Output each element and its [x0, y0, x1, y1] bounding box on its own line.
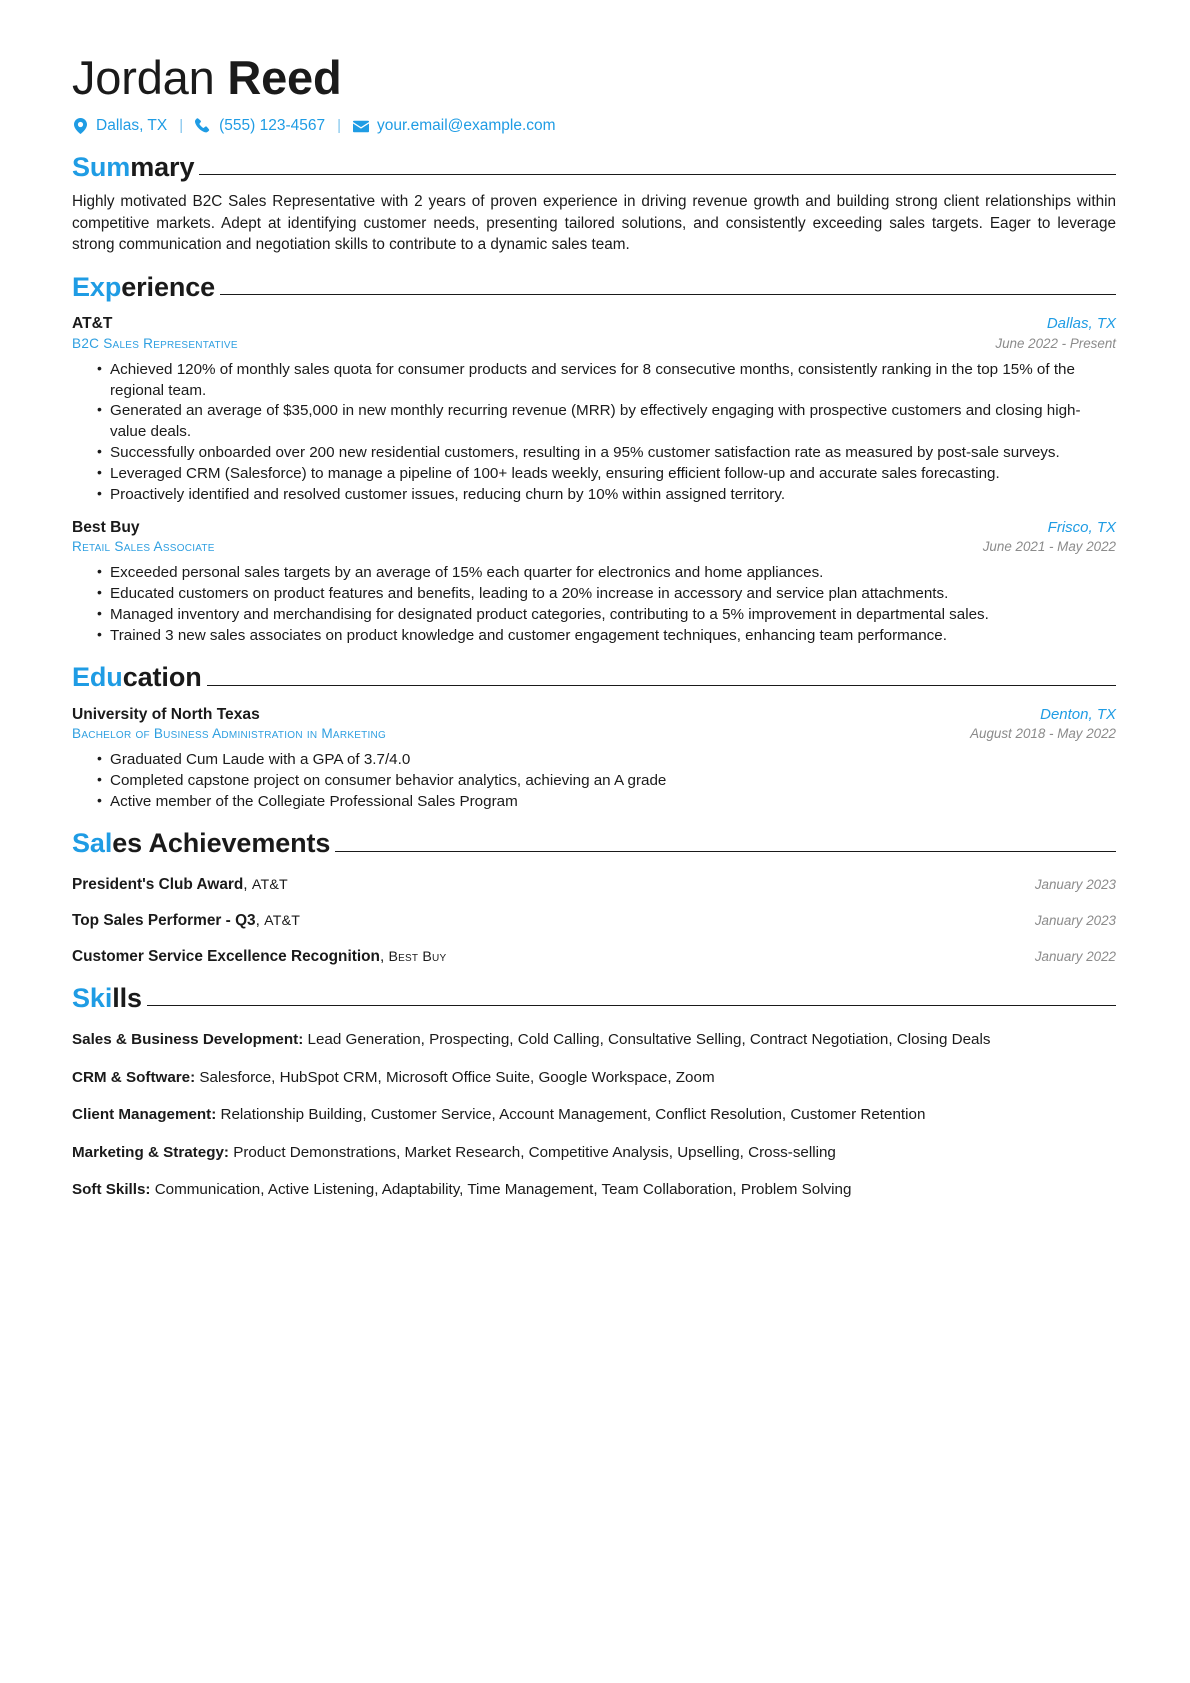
- section-title-accent: Sal: [72, 828, 113, 859]
- skill-values: Relationship Building, Customer Service, Account Management, Conflict Resolution, Customer Retention: [216, 1106, 926, 1124]
- skill-category: Marketing & Strategy:: [72, 1143, 229, 1161]
- entry-dates: June 2022 - Present: [995, 336, 1116, 352]
- section-title-achievements: [72, 828, 330, 858]
- section-title-skills: [72, 983, 142, 1013]
- candidate-name: [72, 48, 1116, 108]
- summary-text: Highly motivated B2C Sales Representative with 2 years of proven experience in driving revenue growth and building strong client relationships within competitive markets. Adept at identifying customer needs, presenting tailored solutions, and consistently exceeding sales targets. Eager to leverage strong communication and negotiation skills to contribute to a dynamic sales team.: [72, 192, 1116, 254]
- skill-group: [72, 1143, 1116, 1164]
- education-entry: [72, 705, 1116, 813]
- achievement-left: [72, 947, 446, 967]
- section-title-rest: erience: [121, 272, 216, 303]
- section-header-education: [72, 662, 1116, 692]
- list-item: • Successfully onboarded over 200 new residential customers, resulting in a 95% customer satisfaction rate as measured by post-sale surveys.: [72, 443, 1116, 464]
- section-rule: [220, 294, 1116, 295]
- map-pin-icon: [72, 118, 88, 134]
- list-item: • Generated an average of $35,000 in new monthly recurring revenue (MRR) by effectively engaging with prospective customers and closing high-value deals.: [72, 401, 1116, 443]
- entry-org-row: [72, 705, 1116, 725]
- entry-role-row: [72, 335, 1116, 353]
- entry-role-row: [72, 538, 1116, 556]
- skill-category: CRM & Software:: [72, 1068, 196, 1086]
- phone-icon: [195, 118, 211, 134]
- entry-organization: AT&T: [72, 315, 113, 333]
- achievement-title: Customer Service Excellence Recognition: [72, 947, 380, 965]
- skill-category: Soft Skills:: [72, 1181, 151, 1199]
- section-summary: [72, 152, 1116, 256]
- first-name: Jordan: [72, 51, 228, 104]
- contact-phone[interactable]: [195, 117, 325, 136]
- resume-header: [72, 48, 1116, 136]
- section-rule: [199, 174, 1116, 175]
- achievement-separator: ,: [243, 875, 252, 893]
- entry-org-row: [72, 314, 1116, 334]
- achievement-date: January 2022: [1034, 948, 1116, 964]
- section-header-summary: [72, 152, 1116, 182]
- achievement-date: January 2023: [1034, 876, 1116, 892]
- experience-entry: [72, 314, 1116, 505]
- entry-organization: University of North Texas: [72, 705, 260, 723]
- section-title-rest: es Achievements: [112, 828, 331, 859]
- section-rule: [335, 851, 1116, 852]
- list-item: • Proactively identified and resolved customer issues, reducing churn by 10% within assigned territory.: [72, 485, 1116, 506]
- achievement-row: [72, 947, 1116, 967]
- section-title-rest: mary: [130, 151, 195, 182]
- achievement-separator: ,: [379, 947, 389, 965]
- section-experience: [72, 272, 1116, 646]
- entry-location: Frisco, TX: [1047, 518, 1116, 536]
- skill-category: Sales & Business Development:: [72, 1030, 304, 1048]
- entry-role: B2C Sales Representative: [72, 336, 238, 352]
- section-title-accent: Edu: [72, 662, 123, 693]
- entry-location: Denton, TX: [1040, 705, 1116, 723]
- list-item: • Leveraged CRM (Salesforce) to manage a pipeline of 100+ leads weekly, ensuring efficient follow-up and accurate sales forecasting.: [72, 464, 1116, 485]
- list-item: • Managed inventory and merchandising for designated product categories, contributing to a 5% improvement in departmental sales.: [72, 605, 1116, 626]
- section-title-accent: Exp: [72, 272, 122, 303]
- skill-group: [72, 1105, 1116, 1126]
- section-header-skills: [72, 983, 1116, 1013]
- envelope-icon: [353, 118, 369, 134]
- achievement-left: [72, 875, 288, 895]
- achievement-organization: AT&T: [251, 876, 288, 893]
- achievement-organization: Best Buy: [388, 948, 447, 965]
- contact-email[interactable]: [353, 117, 556, 136]
- last-name: Reed: [227, 51, 342, 104]
- entry-org-row: [72, 518, 1116, 538]
- entry-organization: Best Buy: [72, 518, 140, 536]
- list-item: • Achieved 120% of monthly sales quota for consumer products and services for 8 consecutive months, consistently ranking in the top 15% of the regional team.: [72, 360, 1116, 402]
- skill-values: Salesforce, HubSpot CRM, Microsoft Office Suite, Google Workspace, Zoom: [195, 1068, 715, 1086]
- section-title-accent: Ski: [72, 982, 113, 1013]
- achievement-left: [72, 911, 300, 931]
- section-rule: [147, 1005, 1116, 1006]
- entry-location: Dallas, TX: [1046, 315, 1116, 333]
- skill-values: Communication, Active Listening, Adaptability, Time Management, Team Collaboration, Problem Solving: [150, 1181, 852, 1199]
- section-education: [72, 662, 1116, 812]
- contact-location[interactable]: [72, 117, 167, 136]
- entry-role: Retail Sales Associate: [72, 539, 215, 555]
- list-item: • Educated customers on product features and benefits, leading to a 20% increase in accessory and service plan attachments.: [72, 584, 1116, 605]
- achievement-title: President's Club Award: [72, 875, 244, 893]
- section-title-accent: Sum: [72, 151, 131, 182]
- entry-bullets: [72, 563, 1116, 646]
- achievement-row: [72, 875, 1116, 895]
- section-header-achievements: [72, 828, 1116, 858]
- section-header-experience: [72, 272, 1116, 302]
- section-title-education: [72, 662, 202, 692]
- contact-line: [72, 117, 1116, 136]
- entry-dates: June 2021 - May 2022: [982, 539, 1116, 555]
- section-rule: [207, 685, 1116, 686]
- list-item: • Exceeded personal sales targets by an average of 15% each quarter for electronics and home appliances.: [72, 563, 1116, 584]
- list-item: • Active member of the Collegiate Professional Sales Program: [72, 792, 1116, 813]
- section-title-experience: [72, 272, 215, 302]
- section-title-summary: [72, 152, 194, 182]
- achievement-row: [72, 911, 1116, 931]
- contact-separator-1: |: [179, 117, 184, 135]
- skill-group: [72, 1180, 1116, 1201]
- section-title-rest: cation: [122, 662, 202, 693]
- section-skills: [72, 983, 1116, 1201]
- achievement-separator: ,: [255, 911, 265, 929]
- list-item: • Completed capstone project on consumer behavior analytics, achieving an A grade: [72, 771, 1116, 792]
- achievement-organization: AT&T: [264, 912, 301, 929]
- entry-degree-row: [72, 725, 1116, 743]
- contact-separator-2: |: [337, 117, 342, 135]
- list-item: • Graduated Cum Laude with a GPA of 3.7/4.0: [72, 750, 1116, 771]
- section-achievements: [72, 828, 1116, 966]
- list-item: • Trained 3 new sales associates on product knowledge and customer engagement techniques, enhancing team performance.: [72, 626, 1116, 647]
- entry-dates: August 2018 - May 2022: [970, 726, 1116, 742]
- phone-text: (555) 123-4567: [219, 117, 326, 135]
- experience-entry: [72, 518, 1116, 647]
- skill-values: Lead Generation, Prospecting, Cold Calling, Consultative Selling, Contract Negotiation, Closing Deals: [303, 1030, 991, 1048]
- entry-bullets: [72, 360, 1116, 506]
- section-title-rest: lls: [112, 982, 142, 1013]
- skill-category: Client Management:: [72, 1106, 217, 1124]
- skill-group: [72, 1068, 1116, 1089]
- skill-group: [72, 1030, 1116, 1051]
- achievement-title: Top Sales Performer - Q3: [72, 911, 256, 929]
- entry-degree: Bachelor of Business Administration in Marketing: [72, 726, 387, 742]
- email-text: your.email@example.com: [377, 117, 556, 135]
- entry-bullets: [72, 750, 1116, 812]
- location-text: Dallas, TX: [96, 117, 168, 135]
- achievement-date: January 2023: [1034, 912, 1116, 928]
- skill-values: Product Demonstrations, Market Research, Competitive Analysis, Upselling, Cross-selling: [228, 1143, 836, 1161]
